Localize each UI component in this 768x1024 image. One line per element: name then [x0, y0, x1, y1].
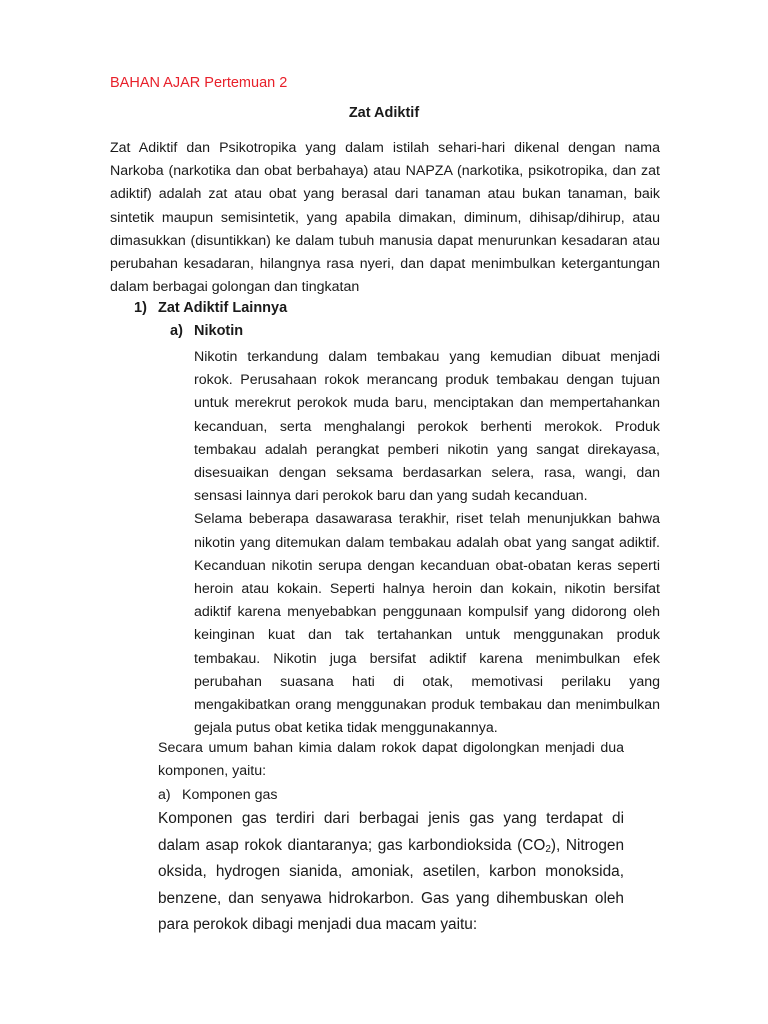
subsection-heading: [170, 322, 243, 340]
section-heading: [134, 299, 287, 317]
subsection-title: Nikotin: [194, 323, 244, 339]
nikotin-paragraph: Nikotin terkandung dalam tembakau yang kemudian dibuat menjadi rokok. Perusahaan rokok merancang produk tembakau dengan tujuan untuk merekrut perokok muda baru, menciptakan dan mempertahankan kecanduan, serta menghalangi perokok berhenti merokok. Produk tembakau adalah perangkat pemberi nikotin yang sangat direkayasa, disesuaikan dengan seksama berdasarkan selera, rasa, wangi, dan sensasi lainnya dari perokok baru dan yang sudah kecanduan.: [194, 349, 660, 505]
section-number: 1): [134, 300, 147, 316]
component-heading: [158, 784, 277, 807]
nikotin-paragraph: Selama beberapa dasawarasa terakhir, riset telah menunjukkan bahwa nikotin yang ditemukan dalam tembakau adalah obat yang sangat adiktif. Kecanduan nikotin serupa dengan kecanduan obat-obatan keras seperti heroin atau kokain. Seperti halnya heroin dan kokain, nikotin bersifat adiktif karena menyebabkan penggunaan kompulsif yang didorong oleh keinginan kuat dan tak tertahankan untuk menggunakan produk tembakau. Nikotin juga bersifat adiktif karena menimbulkan efek perubahan suasana hati di otak, memotivasi perilaku yang mengakibatkan orang menggunakan produk tembakau dan menimbulkan gejala putus obat ketika tidak menggunakannya.: [194, 511, 660, 737]
gas-text-before: Komponen gas terdiri dari berbagai jenis gas yang terdapat di dalam asap rokok diantaranya; gas karbondioksida (CO: [158, 810, 624, 854]
header-text: BAHAN AJAR Pertemuan 2: [110, 75, 288, 91]
component-letter: a): [158, 787, 171, 803]
page-title: Zat Adiktif: [348, 105, 420, 121]
general-paragraph: Secara umum bahan kimia dalam rokok dapat digolongkan menjadi dua komponen, yaitu:: [158, 740, 624, 780]
subsection-letter: a): [170, 323, 183, 339]
gas-paragraph: [158, 806, 624, 939]
nikotin-body: [194, 346, 660, 740]
section-title: Zat Adiktif Lainnya: [158, 300, 288, 316]
co2-subscript: 2: [545, 843, 551, 855]
gas-text-after: ), Nitrogen oksida, hydrogen sianida, amoniak, asetilen, karbon monoksida, benzene, dan senyawa hidrokarbon. Gas yang dihembuskan oleh para perokok dibagi menjadi dua macam yaitu:: [158, 836, 625, 934]
component-title: Komponen gas: [182, 787, 278, 803]
intro-paragraph: Zat Adiktif dan Psikotropika yang dalam istilah sehari-hari dikenal dengan nama Narkoba (narkotika dan obat berbahaya) atau NAPZA (narkotika, psikotropika, dan zat adiktif) adalah zat atau obat yang berasal dari tanaman atau bukan tanaman, baik sintetik maupun semisintetik, yang apabila dimakan, diminum, dihisap/dihirup, atau dimasukkan (disuntikkan) ke dalam tubuh manusia dapat menurunkan kesadaran atau perubahan kesadaran, hilangnya rasa nyeri, dan dapat menimbulkan ketergantungan dalam berbagai golongan dan tingkatan: [110, 140, 660, 296]
